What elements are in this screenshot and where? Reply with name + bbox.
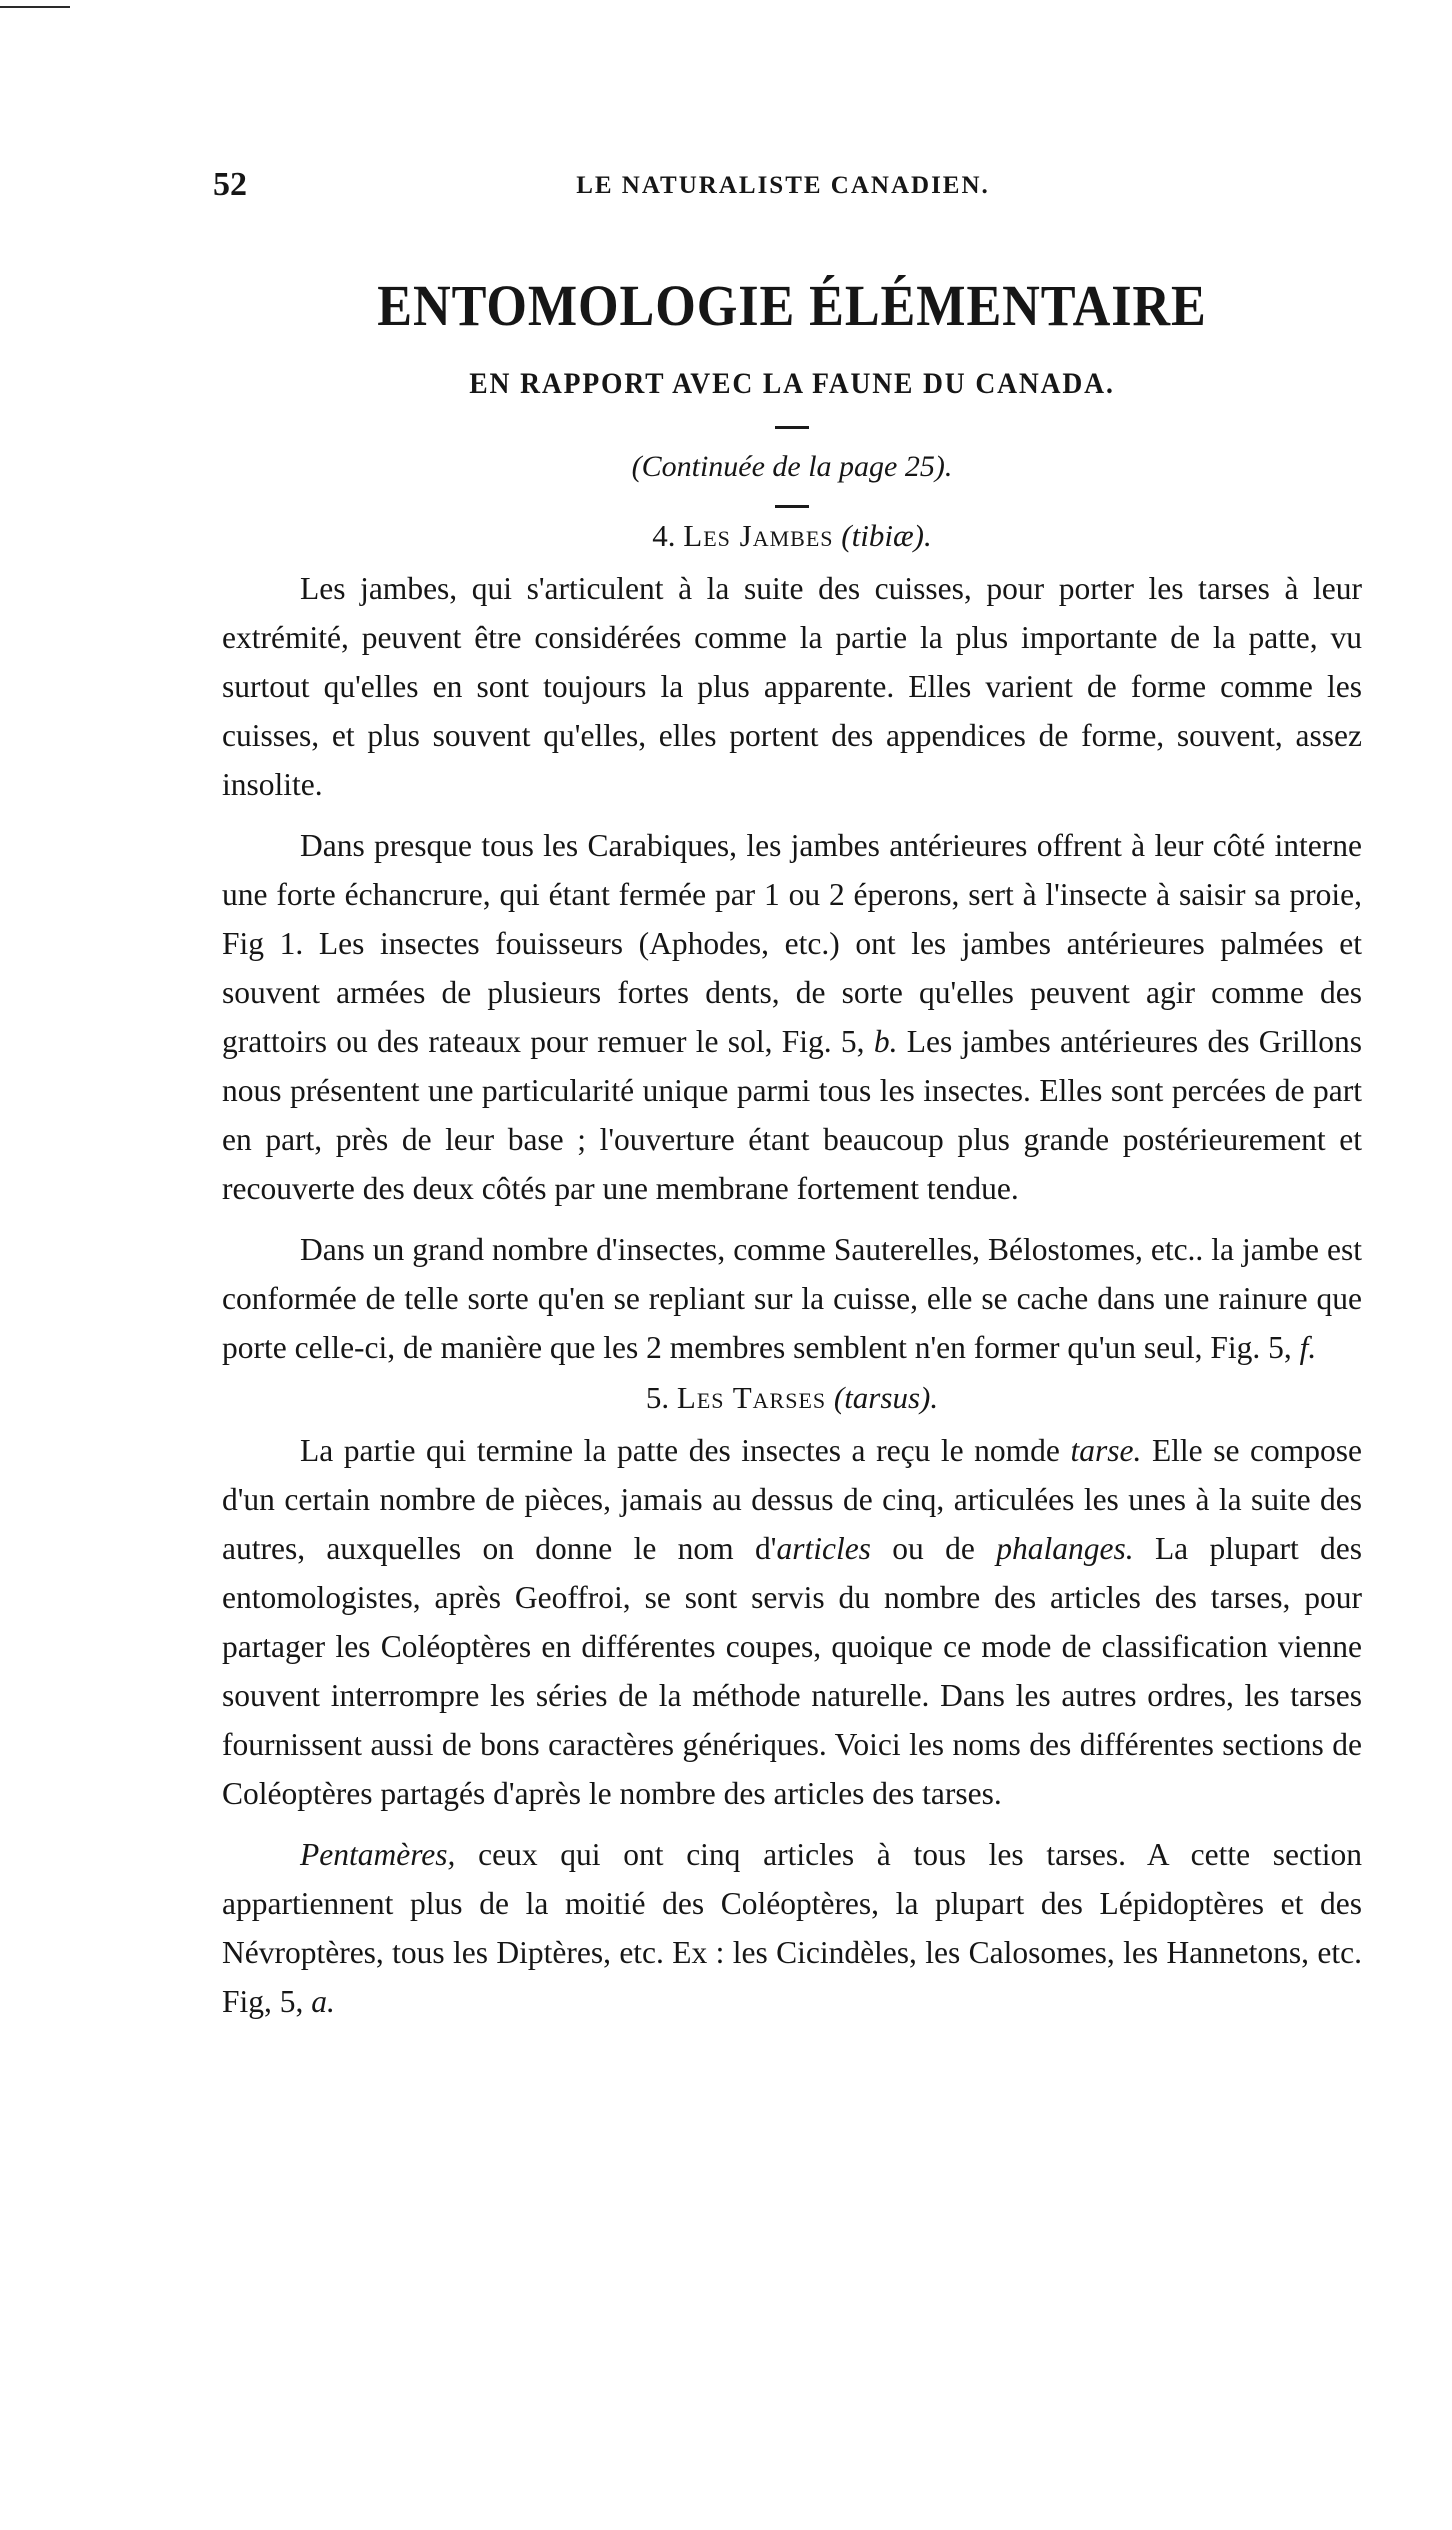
paragraph-text: Dans un grand nombre d'insectes, comme Sauterelles, Bélostomes, etc.. la jambe est conformée de telle sorte qu'en se repliant sur la cuisse, elle se cache dans une rainure que porte celle-ci, de manière que les 2 membres semblent n'en former qu'un seul, Fig. 5, <box>222 1232 1362 1365</box>
running-head <box>213 166 1353 216</box>
term: tarse. <box>1070 1433 1142 1468</box>
section-latin-name: (tibiæ). <box>841 518 932 553</box>
article-subtitle: EN RAPPORT AVEC LA FAUNE DU CANADA. <box>469 367 1115 400</box>
term: phalanges. <box>996 1531 1134 1566</box>
section-heading-tarses <box>222 1376 1362 1420</box>
paragraph <box>222 1830 1362 2026</box>
paragraph-text: ou de <box>892 1531 975 1566</box>
corner-rule <box>0 6 70 8</box>
paragraph-text: ceux qui ont cinq articles à tous les tarses. A cette section appartiennent plus de la moitié des Coléoptères, la plupart des Lépidoptères et des Névroptères, tous les Diptères, etc. Ex : les Cicindèles, les Calosomes, les Hannetons, etc. Fig, 5, <box>222 1837 1362 2019</box>
separator-dash <box>775 505 809 508</box>
section-number: 4. <box>652 518 676 553</box>
paragraph-text: Les jambes antérieures des Grillons nous présentent une particularité unique parmi tous les insectes. Elles sont percées de part en part, près de leur base ; l'ouverture étant beaucoup plus grande postérieurement et recouverte des deux côtés par une membrane fortement tendue. <box>222 1024 1363 1206</box>
article-body <box>222 270 1362 2026</box>
section-name: Les Jambes <box>683 518 834 553</box>
paragraph-text: Les jambes, qui s'articulent à la suite des cuisses, pour porter les tarses à leur extrémité, peuvent être considérées comme la partie la plus importante de la patte, vu surtout qu'elles en sont toujours la plus apparente. Elles varient de forme comme les cuisses, et plus souvent qu'elles, elles portent des appendices de forme, souvent, assez insolite. <box>222 571 1362 802</box>
figure-reference: b. <box>873 1024 898 1059</box>
journal-title: LE NATURALISTE CANADIEN. <box>576 172 990 199</box>
section-name: Les Tarses <box>676 1380 827 1415</box>
section-number: 5. <box>645 1380 670 1415</box>
paragraph-text: Dans presque tous les Carabiques, les jambes antérieures offrent à leur côté interne une forte échancrure, qui étant fermée par 1 ou 2 éperons, sert à l'insecte à saisir sa proie, Fig 1. Les insectes fouisseurs (Aphodes, etc.) ont les jambes antérieures palmées et souvent armées de plusieurs fortes dents, de sorte qu'elles peuvent agir comme des grattoirs ou des rateaux pour remuer le sol, Fig. 5, <box>222 828 1362 1059</box>
term: Pentamères, <box>300 1837 456 1872</box>
paragraph-text: La plupart des entomologistes, après Geoffroi, se sont servis du nombre des articles des tarses, pour partager les Coléoptères en différentes coupes, quoique ce mode de classification vienne souvent interrompre les séries de la méthode naturelle. Dans les autres ordres, les tarses fournissent aussi de bons caractères génériques. Voici les noms des différentes sections de Coléoptères partagés d'après le nombre des articles des tarses. <box>222 1531 1363 1811</box>
paragraph <box>222 1225 1362 1372</box>
separator-dash <box>775 426 809 429</box>
paragraph-text: Elle se compose d'un certain nombre de pièces, jamais au dessus de cinq, articulées les unes à la suite des autres, auxquelles on donne le nom d' <box>222 1433 1363 1566</box>
figure-reference: a. <box>311 1984 335 2019</box>
paragraph-text: La partie qui termine la patte des insectes a reçu le nomde <box>300 1433 1060 1468</box>
paragraph <box>222 821 1362 1213</box>
paragraph <box>222 1426 1362 1818</box>
article-title: ENTOMOLOGIE ÉLÉMENTAIRE <box>377 273 1207 338</box>
section-latin-name: (tarsus). <box>833 1380 939 1415</box>
figure-reference: f. <box>1299 1330 1317 1365</box>
continued-note: (Continuée de la page 25). <box>631 450 953 483</box>
term: articles <box>776 1531 871 1566</box>
page-number: 52 <box>213 166 247 203</box>
section-heading-jambes <box>222 514 1362 558</box>
paragraph <box>222 564 1362 809</box>
